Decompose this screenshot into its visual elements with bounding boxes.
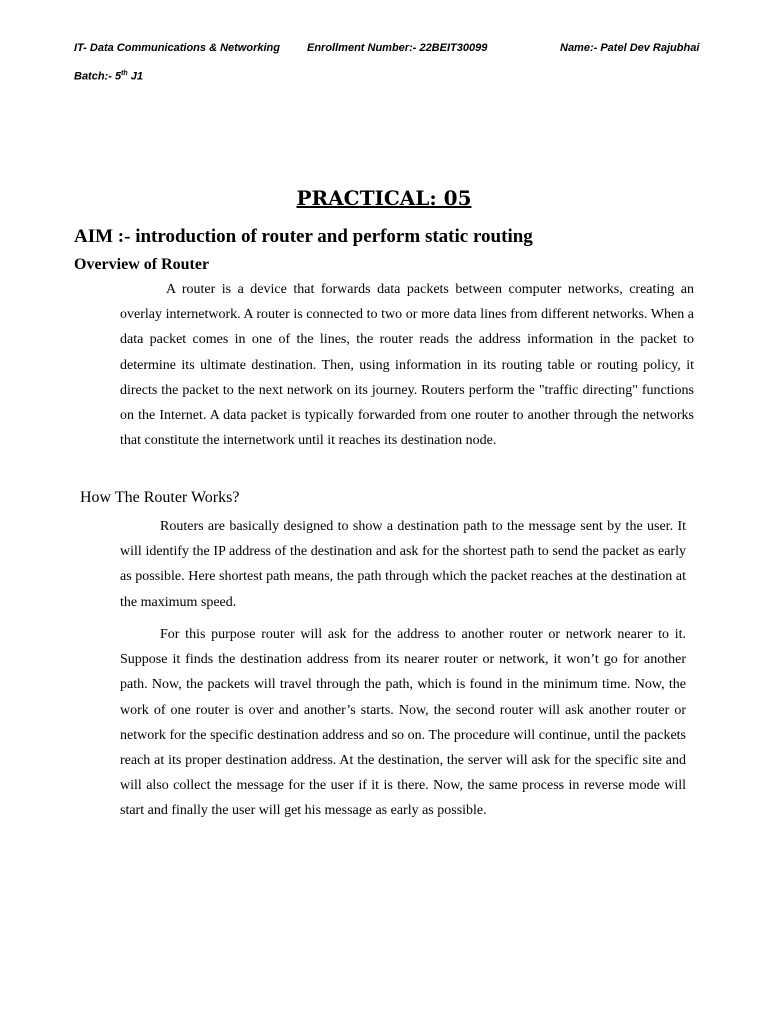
batch-suffix: J1 xyxy=(127,70,143,83)
batch-prefix: Batch:- 5 xyxy=(74,70,122,83)
header-student-name: Name:- Patel Dev Rajubhai xyxy=(560,42,700,54)
how-paragraph-2: For this purpose router will ask for the address to another router or network nearer to it. Suppose it finds the destination address from its nearer router or network, it won’t go for another path. Now, the packets will travel through the path, which is found in the minimum time. Now, the work of one router is over and another’s starts. Now, the second router will ask another router or network for the specific destination address and so on. The procedure will continue, until the packets reach at its proper destination address. At the destination, the server will ask for the specific site and will also collect the message for the user if it is there. Now, the same process in reverse mode will start and finally the user will get his message as early as possible. xyxy=(120,627,686,819)
overview-heading: Overview of Router xyxy=(74,256,210,273)
batch-superscript: th xyxy=(121,70,128,77)
how-paragraph-1: Routers are basically designed to show a destination path to the message sent by the user. It will identify the IP address of the destination and ask for the shortest path to send the packet as early as possible. Here shortest path means, the path through which the packet reaches at the destination at the maximum speed. xyxy=(120,519,686,610)
header-enrollment-number: Enrollment Number:- 22BEIT30099 xyxy=(307,42,488,54)
overview-paragraph: A router is a device that forwards data packets between computer networks, creating an overlay internetwork. A router is connected to two or more data lines from different networks. When a data packet comes in one of the lines, the router reads the address information in the packet to determine its ultimate destination. Then, using information in its routing table or routing policy, it directs the packet to the next network on its journey. Routers perform the "traffic directing" functions on the Internet. A data packet is typically forwarded from one router to another through the networks that constitute the internetwork until it reaches its destination node. xyxy=(120,282,694,449)
header-batch xyxy=(74,70,143,83)
practical-title: PRACTICAL: 05 xyxy=(296,186,472,210)
header-subject: IT- Data Communications & Networking xyxy=(74,42,280,54)
aim-heading: AIM :- introduction of router and perform static routing xyxy=(74,226,533,247)
how-router-works-heading: How The Router Works? xyxy=(80,489,240,506)
